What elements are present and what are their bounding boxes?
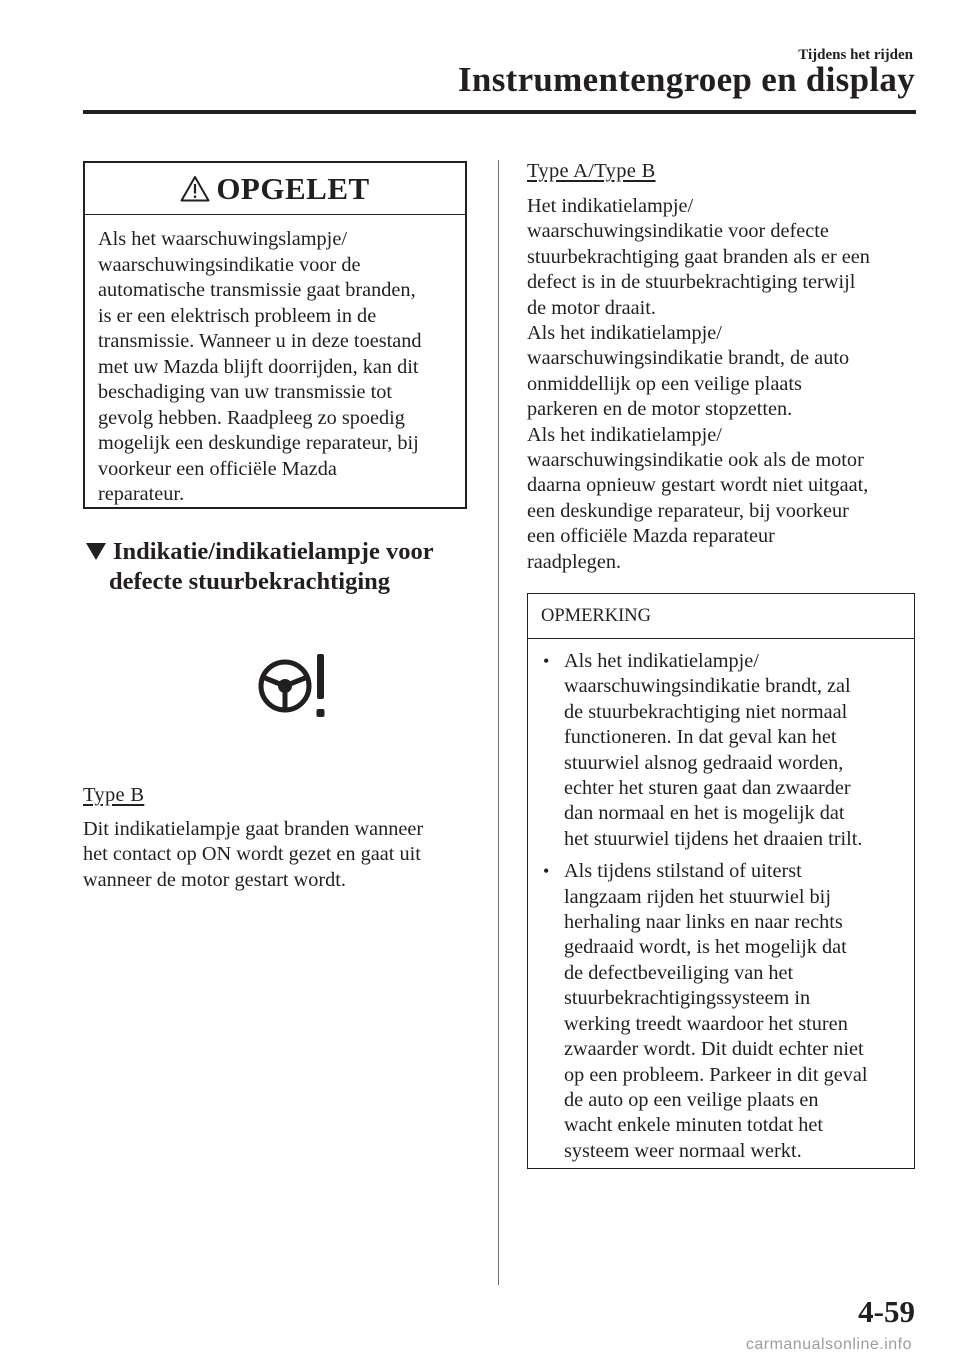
text-line: stuurwiel alsnog gedraaid worden, <box>564 751 844 774</box>
text-line: werking treedt waardoor het sturen <box>564 1012 848 1035</box>
caution-line: met uw Mazda blijft doorrijden, kan dit <box>98 355 419 378</box>
caution-line: waarschuwingsindikatie voor de <box>98 253 361 276</box>
triangle-down-icon <box>83 541 109 561</box>
text-line: langzaam rijden het stuurwiel bij <box>564 885 831 908</box>
caution-line: gevolg hebben. Raadpleeg zo spoedig <box>98 406 405 429</box>
section-heading-line: defecte stuurbekrachtiging <box>109 568 391 595</box>
type-label: Type B <box>83 784 145 806</box>
note-title: OPMERKING <box>541 605 651 626</box>
power-steering-warning-icon <box>258 648 338 724</box>
text-line: wanneer de motor gestart wordt. <box>83 868 347 891</box>
caution-body <box>85 215 465 508</box>
text-line: Dit indikatielampje gaat branden wanneer <box>83 818 424 840</box>
caution-line: automatische transmissie gaat branden, <box>98 279 416 301</box>
text-line: wacht enkele minuten totdat het <box>564 1114 824 1137</box>
type-label: Type A/Type B <box>527 160 656 182</box>
text-line: herhaling naar links en naar rechts <box>564 911 843 934</box>
text-line: raadplegen. <box>527 550 622 573</box>
note-header <box>528 594 914 639</box>
text-line: zwaarder wordt. Dit duidt echter niet <box>564 1038 864 1061</box>
text-line: Het indikatielampje/ <box>527 195 694 217</box>
page-number: 4-59 <box>858 1294 915 1329</box>
caution-line: transmissie. Wanneer u in deze toestand <box>98 330 422 352</box>
text-line: een officiële Mazda reparateur <box>527 525 775 548</box>
note-item <box>541 859 906 1164</box>
text-line: echter het sturen gaat dan zwaarder <box>564 777 851 800</box>
text-line: waarschuwingsindikatie brandt, zal <box>564 675 851 698</box>
page-title: Instrumentengroep en display <box>458 60 915 99</box>
caution-line: Als het waarschuwingslampje/ <box>98 228 347 250</box>
text-line: waarschuwingsindikatie brandt, de auto <box>527 347 850 370</box>
text-line: gedraaid wordt, is het mogelijk dat <box>564 936 847 959</box>
text-line: waarschuwingsindikatie voor defecte <box>527 220 829 243</box>
note-list <box>528 639 914 1164</box>
warning-triangle-icon <box>180 175 210 202</box>
caution-header <box>85 163 465 215</box>
caution-line: reparateur. <box>98 483 185 505</box>
text-line: • Als tijdens stilstand of uiterst <box>564 860 802 883</box>
caution-line: is er een elektrisch probleem in de <box>98 304 377 327</box>
text-line: systeem weer normaal werkt. <box>564 1139 802 1162</box>
left-paragraph <box>83 817 423 893</box>
right-paragraph <box>527 194 870 575</box>
text-line: Als het indikatielampje/ <box>527 423 722 446</box>
section-title: Tijdens het rijden <box>798 47 913 63</box>
caution-line: mogelijk een deskundige reparateur, bij <box>98 432 419 454</box>
header-rule <box>83 110 916 114</box>
text-line: parkeren en de motor stopzetten. <box>527 398 793 421</box>
text-line: waarschuwingsindikatie ook als de motor <box>527 449 864 472</box>
caution-box <box>83 161 467 509</box>
column-divider <box>498 160 499 1285</box>
text-line: het contact op ON wordt gezet en gaat uit <box>83 843 421 866</box>
watermark: carmanualsonline.info <box>745 1336 912 1353</box>
text-line: de motor draait. <box>527 296 656 319</box>
text-line: stuurbekrachtigingssysteem in <box>564 987 811 1010</box>
text-line: stuurbekrachtiging gaat branden als er een <box>527 245 870 268</box>
text-line: de stuurbekrachtiging niet normaal <box>564 700 848 723</box>
caution-line: voorkeur een officiële Mazda <box>98 457 337 480</box>
text-line: de auto op een veilige plaats en <box>564 1088 819 1111</box>
text-line: functioneren. In dat geval kan het <box>564 726 837 749</box>
text-line: daarna opnieuw gestart wordt niet uitgaat, <box>527 474 869 497</box>
section-heading <box>83 537 434 597</box>
text-line: defect is in de stuurbekrachtiging terwijl <box>527 271 856 294</box>
text-line: Als het indikatielampje/ <box>527 322 722 345</box>
caution-title: OPGELET <box>216 170 370 206</box>
section-heading-line: Indikatie/indikatielampje voor <box>113 538 434 565</box>
text-line: de defectbeveiliging van het <box>564 961 794 984</box>
text-line: dan normaal en het is mogelijk dat <box>564 802 845 825</box>
caution-line: beschadiging van uw transmissie tot <box>98 381 393 403</box>
note-item <box>541 649 906 852</box>
text-line: het stuurwiel tijdens het draaien trilt. <box>564 827 863 850</box>
text-line: op een probleem. Parkeer in dit geval <box>564 1063 868 1086</box>
note-box <box>527 593 915 1169</box>
text-line: onmiddellijk op een veilige plaats <box>527 372 802 395</box>
text-line: • Als het indikatielampje/ <box>564 650 759 672</box>
text-line: een deskundige reparateur, bij voorkeur <box>527 499 849 522</box>
